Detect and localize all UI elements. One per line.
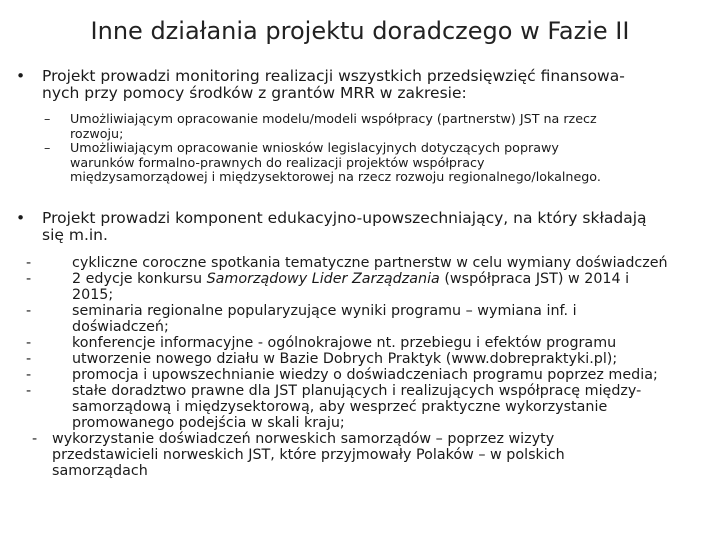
list-item-text: promocja i upowszechnianie wiedzy o doświadczeniach programu poprzez media; [72, 367, 658, 383]
bullet-text: Projekt prowadzi monitoring realizacji wszystkich przedsięwzięć finansowa- nych przy pomocy środków z grantów MRR w zakresie: [42, 67, 625, 102]
dash-marker: - [26, 383, 32, 399]
text-part: (współpraca JST) w 2014 i 2015; [72, 271, 630, 303]
bullet-education [16, 210, 716, 479]
slide-title: Inne działania projektu doradczego w Fazie II [90, 17, 630, 45]
bullet-row [16, 210, 716, 244]
text-part: 2 edycje konkursu [72, 271, 207, 287]
list-item-text: seminaria regionalne popularyzujące wyniki programu – wymiana inf. i doświadczeń; [72, 303, 577, 335]
dash-marker: - [32, 431, 38, 447]
bullet-row [16, 68, 706, 102]
bullet-marker: • [16, 67, 26, 85]
sub-item-text: Umożliwiającym opracowanie modelu/modeli współpracy (partnerstw) JST na rzecz rozwoju; [70, 111, 597, 141]
list-item [32, 431, 716, 479]
dash-marker: - [26, 271, 32, 287]
list-item [26, 335, 716, 351]
bullet-monitoring [16, 68, 706, 185]
list-item [26, 351, 716, 367]
bullet-text: Projekt prowadzi komponent edukacyjno-upowszechniający, na który składają się m.in. [42, 209, 647, 244]
sub-item [44, 141, 706, 185]
list-item [26, 383, 716, 431]
dash-marker: – [44, 111, 51, 126]
dash-marker: - [26, 303, 32, 319]
list-item [26, 271, 716, 303]
list-item-text [72, 271, 629, 303]
sub-item-text: Umożliwiającym opracowanie wniosków legislacyjnych dotyczących poprawy warunków formalno-prawnych do realizacji projektów współpracy międzysamorządowej i międzysektorowej na rzecz rozwoju regionalnego/lokalnego. [70, 140, 601, 184]
list-item-text: utworzenie nowego działu w Bazie Dobrych Praktyk (www.dobrepraktyki.pl); [72, 351, 618, 367]
dash-marker: - [26, 351, 32, 367]
list-item [26, 367, 716, 383]
list-item [26, 303, 716, 335]
list-item-text: stałe doradztwo prawne dla JST planujących i realizujących współpracę między- samorządową i międzysektorową, aby wesprzeć praktyczne wykorzystanie promowanego podejścia w skali kraju; [72, 383, 642, 431]
bullet-marker: • [16, 209, 26, 227]
sub-list [44, 112, 706, 185]
dash-marker: - [26, 335, 32, 351]
list-item-text: wykorzystanie doświadczeń norweskich samorządów – poprzez wizyty przedstawicieli norweskich JST, które przyjmowały Polaków – w polskich samorządach [52, 431, 565, 479]
sub-item [44, 112, 706, 141]
activity-list [26, 255, 716, 479]
dash-marker: – [44, 140, 51, 155]
list-item-text: konferencje informacyjne - ogólnokrajowe nt. przebiegu i efektów programu [72, 335, 617, 351]
list-item-text: cykliczne coroczne spotkania tematyczne partnerstw w celu wymiany doświadczeń [72, 255, 668, 271]
dash-marker: - [26, 255, 32, 271]
list-item [26, 255, 716, 271]
dash-marker: - [26, 367, 32, 383]
contest-name: Samorządowy Lider Zarządzania [206, 271, 440, 287]
